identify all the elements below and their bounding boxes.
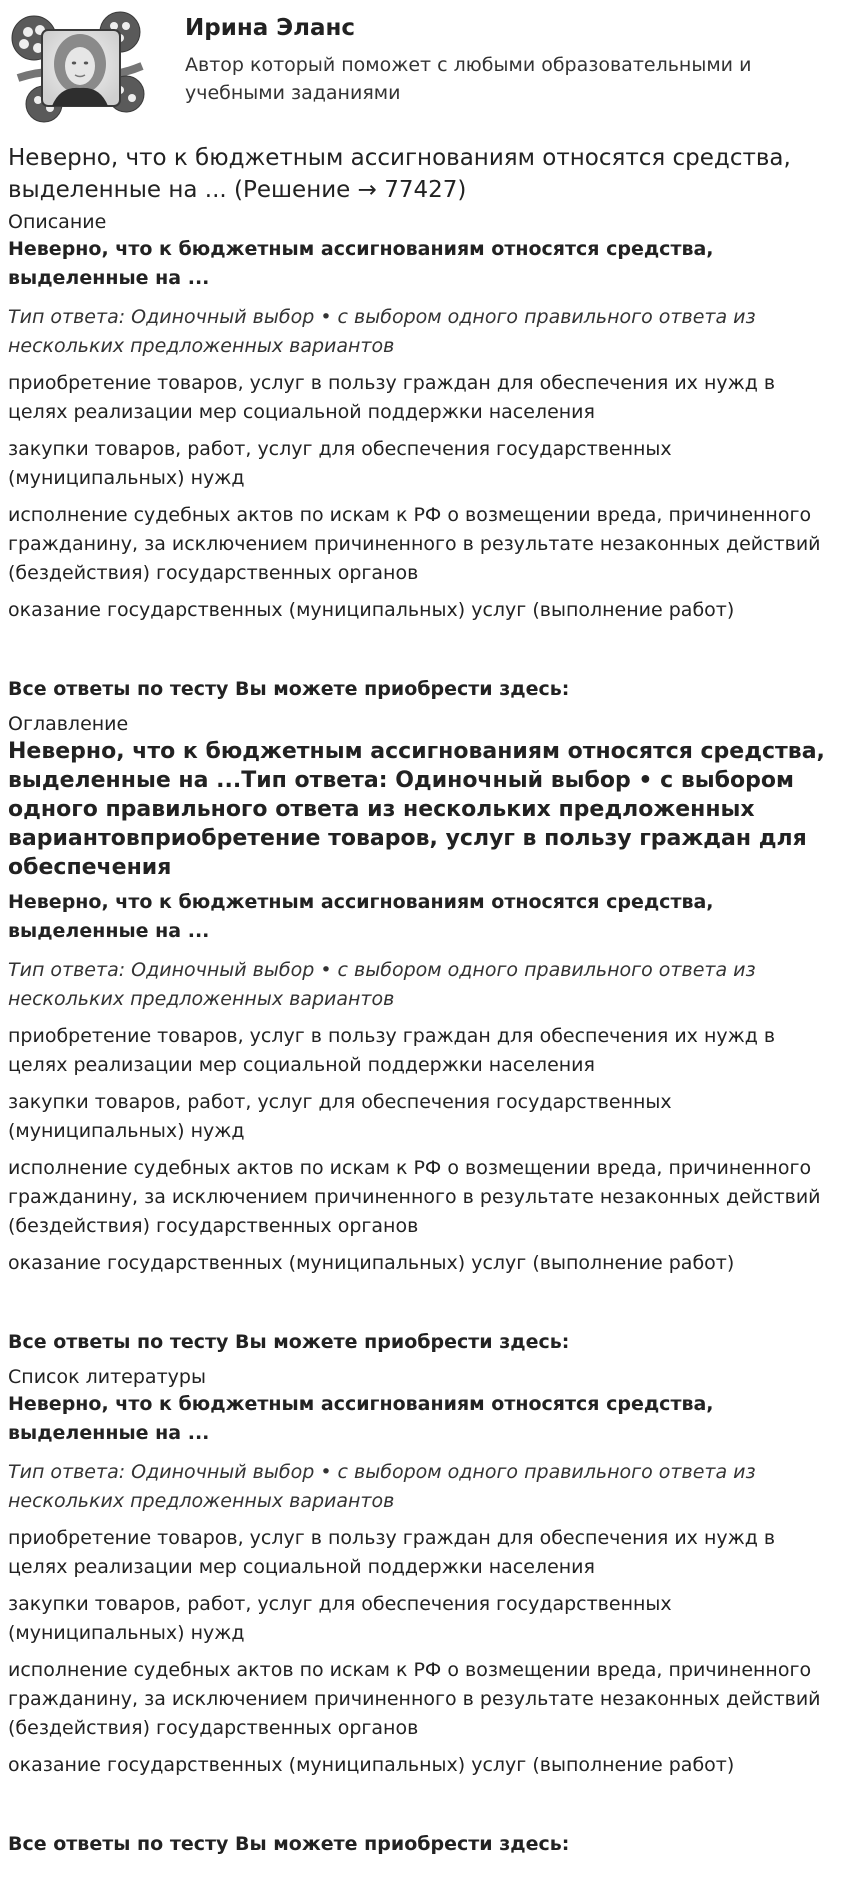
answer-option: закупки товаров, работ, услуг для обеспечения государственных (муниципальных) нужд bbox=[8, 438, 672, 489]
answer-type: Тип ответа: Одиночный выбор • с выбором одного правильного ответа из нескольких предложенных вариантов bbox=[8, 1461, 756, 1512]
section-label-description: Описание bbox=[8, 211, 107, 233]
answer-option: оказание государственных (муниципальных) услуг (выполнение работ) bbox=[8, 1252, 735, 1274]
answer-option: оказание государственных (муниципальных) услуг (выполнение работ) bbox=[8, 599, 735, 621]
answer-option: приобретение товаров, услуг в пользу граждан для обеспечения их нужд в целях реализации мер социальной поддержки населения bbox=[8, 372, 776, 423]
answer-option: закупки товаров, работ, услуг для обеспечения государственных (муниципальных) нужд bbox=[8, 1593, 672, 1644]
answer-option: исполнение судебных актов по искам к РФ о возмещении вреда, причиненного гражданину, за исключением причиненного в результате незаконных действий (бездействия) государственных органов bbox=[8, 1659, 821, 1739]
buy-answers-text: Все ответы по тесту Вы можете приобрести здесь: bbox=[8, 1833, 570, 1855]
author-description: Автор который поможет с любыми образовательными и учебными заданиями bbox=[185, 54, 752, 104]
buy-answers-text: Все ответы по тесту Вы можете приобрести здесь: bbox=[8, 678, 570, 700]
author-name[interactable]: Ирина Эланс bbox=[185, 15, 356, 41]
description-section bbox=[8, 209, 838, 702]
section-label-references: Список литературы bbox=[8, 1366, 206, 1388]
answer-option: исполнение судебных актов по искам к РФ о возмещении вреда, причиненного гражданину, за исключением причиненного в результате незаконных действий (бездействия) государственных органов bbox=[8, 504, 821, 584]
answer-option: исполнение судебных актов по искам к РФ о возмещении вреда, причиненного гражданину, за исключением причиненного в результате незаконных действий (бездействия) государственных органов bbox=[8, 1157, 821, 1237]
page-title: Неверно, что к бюджетным ассигнованиям относятся средства, выделенные на ... (Решение → 77427) bbox=[8, 145, 791, 203]
question-title: Неверно, что к бюджетным ассигнованиям относятся средства, выделенные на ... bbox=[8, 238, 714, 289]
author-avatar bbox=[8, 8, 150, 126]
question-title: Неверно, что к бюджетным ассигнованиям относятся средства, выделенные на ... bbox=[8, 891, 714, 942]
question-title: Неверно, что к бюджетным ассигнованиям относятся средства, выделенные на ... bbox=[8, 1393, 714, 1444]
main-content bbox=[8, 142, 838, 1866]
references-section bbox=[8, 1364, 838, 1857]
section-label-contents: Оглавление bbox=[8, 713, 129, 735]
contents-heading: Неверно, что к бюджетным ассигнованиям относятся средства, выделенные на ...Тип ответа: Одиночный выбор • с выбором одного правильного ответа из нескольких предложенных вариантовприобретение товаров, услуг в пользу граждан для обеспечения bbox=[8, 739, 825, 880]
answer-option: приобретение товаров, услуг в пользу граждан для обеспечения их нужд в целях реализации мер социальной поддержки населения bbox=[8, 1025, 776, 1076]
contents-section bbox=[8, 711, 838, 1355]
answer-type: Тип ответа: Одиночный выбор • с выбором одного правильного ответа из нескольких предложенных вариантов bbox=[8, 959, 756, 1010]
answer-type: Тип ответа: Одиночный выбор • с выбором одного правильного ответа из нескольких предложенных вариантов bbox=[8, 306, 756, 357]
buy-answers-text: Все ответы по тесту Вы можете приобрести здесь: bbox=[8, 1331, 570, 1353]
answer-option: закупки товаров, работ, услуг для обеспечения государственных (муниципальных) нужд bbox=[8, 1091, 672, 1142]
answer-option: оказание государственных (муниципальных) услуг (выполнение работ) bbox=[8, 1754, 735, 1776]
answer-option: приобретение товаров, услуг в пользу граждан для обеспечения их нужд в целях реализации мер социальной поддержки населения bbox=[8, 1527, 776, 1578]
author-card bbox=[8, 8, 828, 126]
